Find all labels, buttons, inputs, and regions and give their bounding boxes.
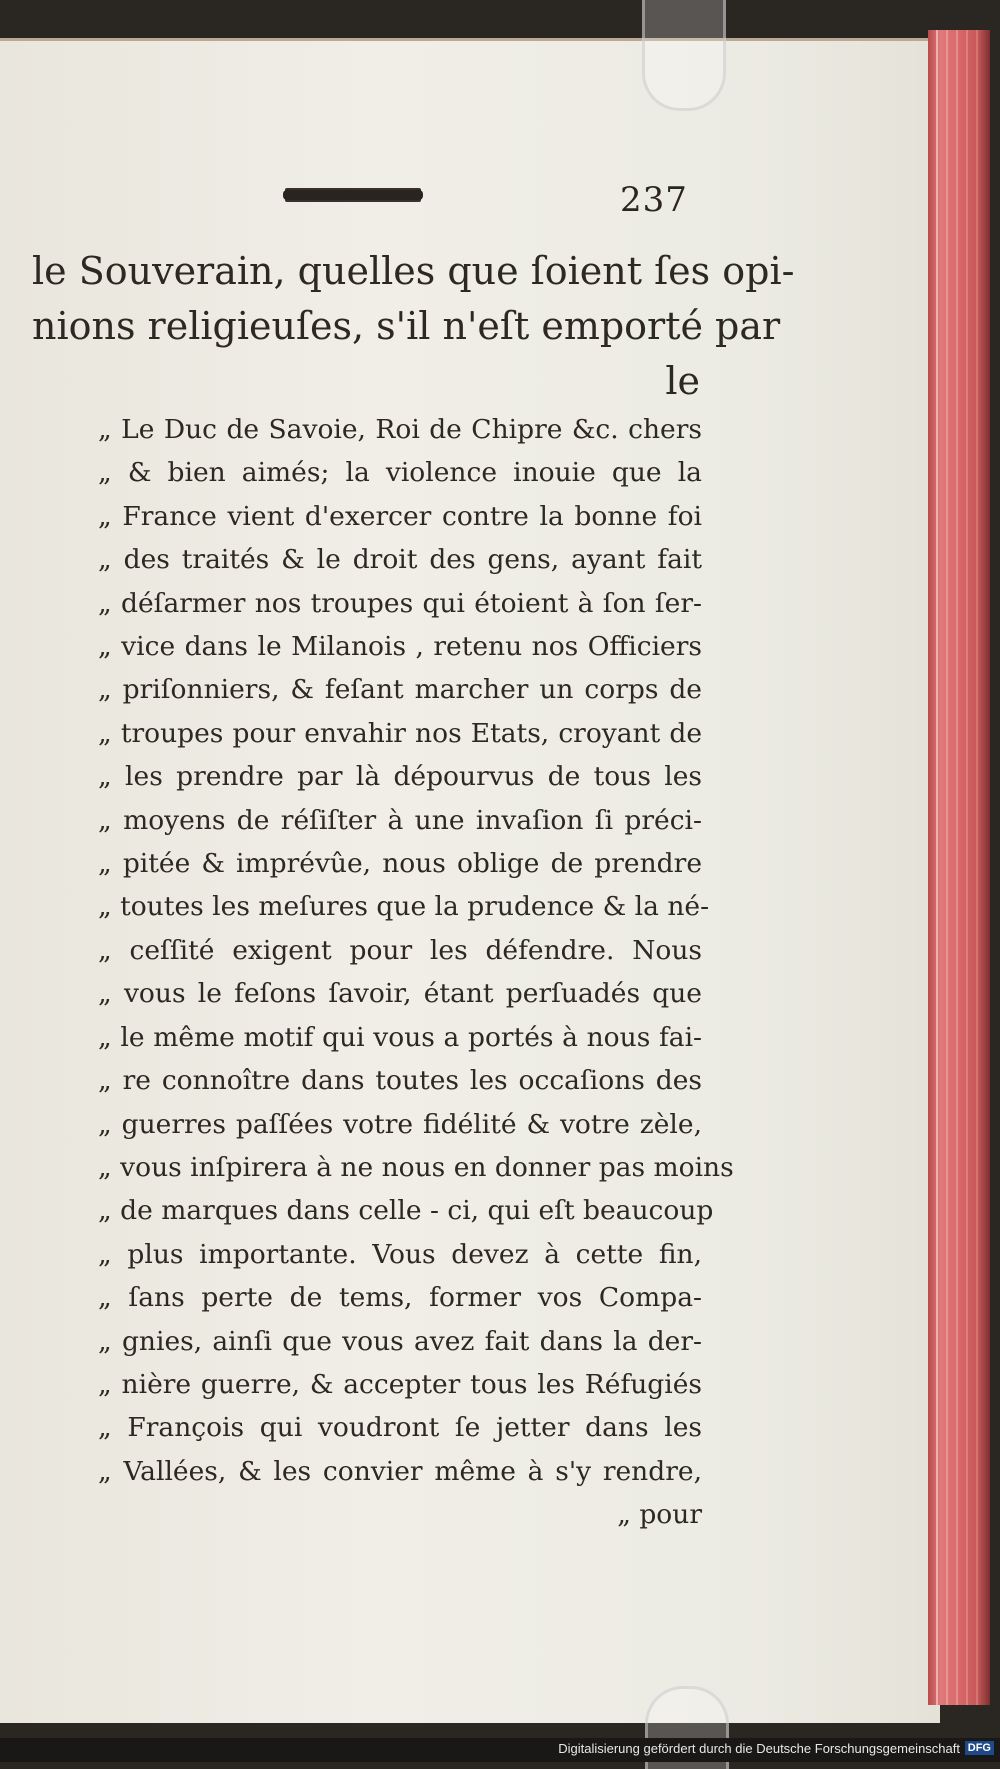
quote-line: „ François qui voudront ſe jetter dans les — [98, 1412, 702, 1444]
page-edges-red — [928, 30, 990, 1705]
book-clip-top — [642, 0, 726, 111]
quote-line: „ France vient d'exercer contre la bonne foi — [98, 500, 702, 532]
quote-line: „ vous inſpirera à ne nous en donner pas moins — [98, 1151, 734, 1183]
main-text — [32, 244, 795, 409]
quote-line: „ toutes les meſures que la prudence & la né- — [98, 891, 710, 923]
catchword: le — [665, 359, 700, 403]
quote-line: „ Le Duc de Savoie, Roi de Chipre &c. chers — [98, 414, 702, 445]
quote-line: „ vice dans le Milanois , retenu nos Officiers — [98, 631, 702, 663]
catchword: „ pour — [617, 1499, 702, 1531]
quote-line: „ plus importante. Vous devez à cette fin, — [98, 1238, 702, 1270]
funding-credit: Digitalisierung gefördert durch die Deutsche Forschungsgemeinschaft — [558, 1741, 960, 1756]
quoted-letter — [98, 408, 734, 1537]
quote-line: „ de marques dans celle - ci, qui eſt beaucoup — [98, 1195, 714, 1227]
quote-line: „ & bien aimés; la violence inouie que la — [98, 457, 702, 489]
dfg-logo: DFG — [965, 1741, 994, 1755]
quote-line: „ pitée & imprévûe, nous oblige de prendre — [98, 848, 702, 880]
quote-line: „ ceſſité exigent pour les défendre. Nous — [98, 934, 702, 966]
quote-line: „ guerres paſſées votre fidélité & votre zèle, — [98, 1108, 702, 1140]
quote-line: „ re connoître dans toutes les occaſions des — [98, 1065, 702, 1097]
quote-line: „ ſans perte de tems, former vos Compa- — [98, 1282, 702, 1314]
quote-line: „ nière guerre, & accepter tous les Réfugiés — [98, 1368, 702, 1400]
quote-line: „ déſarmer nos troupes qui étoient à ſon ſer- — [98, 587, 702, 619]
header-rule — [283, 190, 423, 200]
quote-line: „ vous le feſons ſavoir, étant perſuadés que — [98, 978, 702, 1010]
quote-line: „ gnies, ainſi que vous avez fait dans la der- — [98, 1325, 702, 1357]
footer-bar — [0, 1738, 1000, 1762]
quote-line: „ troupes pour envahir nos Etats, croyant de — [98, 717, 702, 749]
quote-line: „ Vallées, & les convier même à s'y rendre, — [98, 1455, 702, 1487]
quote-line: „ les prendre par là dépourvus de tous les — [98, 761, 702, 793]
page-number: 237 — [620, 180, 688, 220]
quote-line: „ le même motif qui vous a portés à nous fai- — [98, 1021, 702, 1053]
text-line: le Souverain, quelles que ſoient ſes opi- — [32, 249, 795, 293]
text-line: nions religieuſes, s'il n'eſt emporté par — [32, 304, 781, 348]
quote-line: „ des traités & le droit des gens, ayant fait — [98, 544, 702, 576]
quote-line: „ moyens de réſiſter à une invaſion ſi préci- — [98, 804, 702, 836]
quote-line: „ priſonniers, & feſant marcher un corps de — [98, 674, 702, 706]
